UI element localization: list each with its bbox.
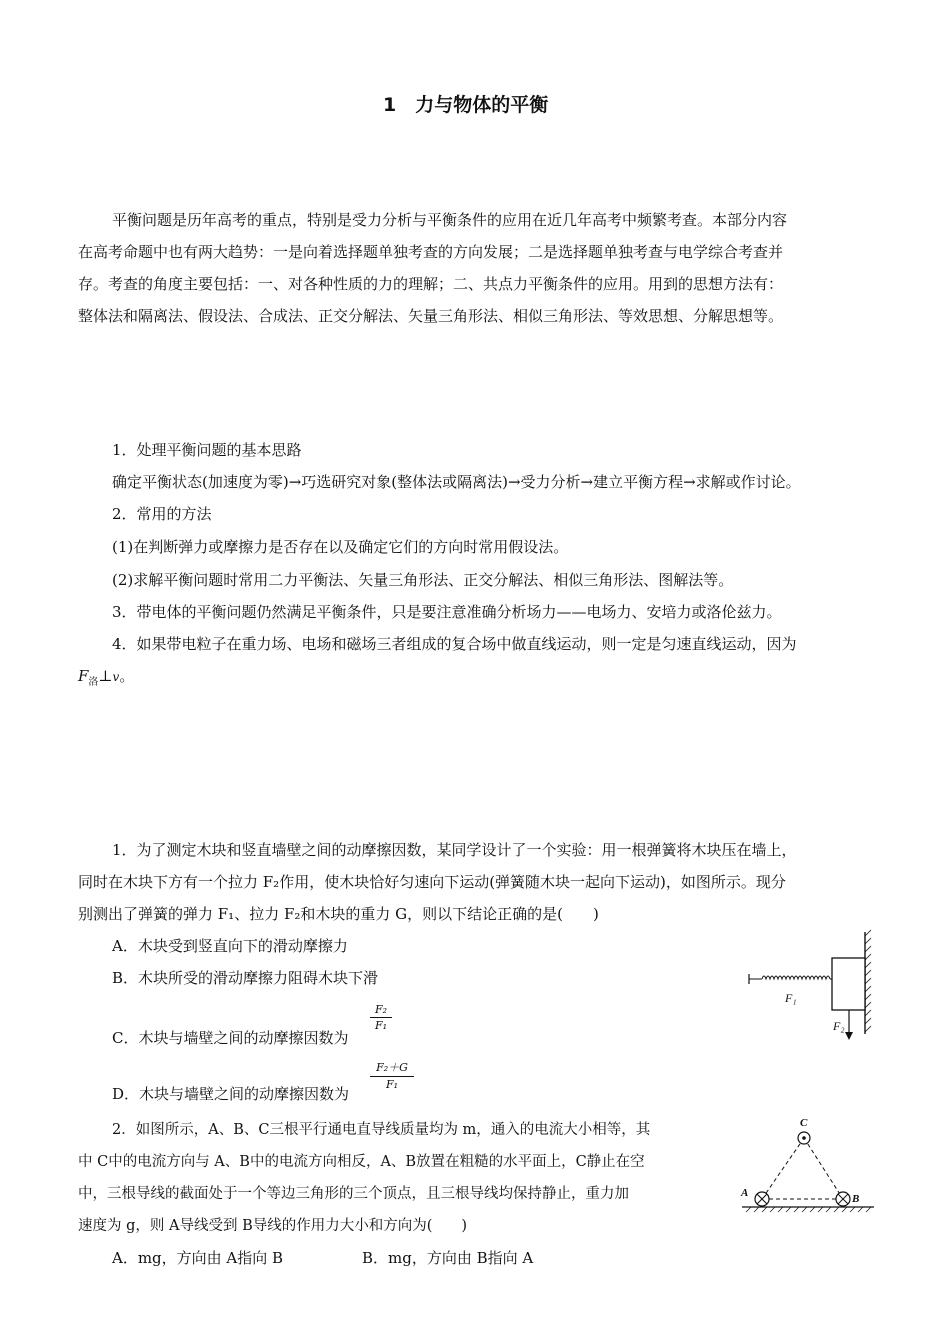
q1-option-d-fraction (370, 1059, 414, 1091)
q2-line-4: 速度为 g，则 A导线受到 B导线的作用力大小和方向为( ) (78, 1218, 468, 1234)
q2-line-2: 中 C中的电流方向与 A、B中的电流方向相反，A、B放置在粗糙的水平面上，C静止在空 (78, 1154, 645, 1170)
intro-line-3: 存。考查的角度主要包括：一、对各种性质的力的理解；二、共点力平衡条件的应用。用到的思想方法有： (78, 275, 784, 293)
fig-label-b: B (852, 1193, 860, 1205)
method-line-4a: 4．如果带电粒子在重力场、电场和磁场三者组成的复合场中做直线运动，则一定是匀速直线运动，因为 (112, 635, 797, 653)
fraction-denominator: F₁ (374, 1019, 388, 1032)
q1-line-2: 同时在木块下方有一个拉力 F₂作用，使木块恰好匀速向下运动(弹簧随木块一起向下运动)，如图所示。现分 (78, 873, 786, 891)
intro-line-1: 平衡问题是历年高考的重点，特别是受力分析与平衡条件的应用在近几年高考中频繁考查。本部分内容 (112, 211, 788, 229)
fig-label-f1: F₁ (785, 991, 797, 1005)
fraction-numerator: F₂ (374, 1003, 388, 1016)
force-symbol: F (78, 667, 89, 685)
method-line-3: 3．带电体的平衡问题仍然满足平衡条件，只是要注意准确分析场力——电场力、安培力或洛伦兹力。 (112, 603, 782, 621)
line-end: 。 (119, 667, 135, 685)
method-line-1: 确定平衡状态(加速度为零)→巧选研究对象(整体法或隔离法)→受力分析→建立平衡方程→求解或作讨论。 (112, 473, 801, 491)
q2-line-1: 2．如图所示，A、B、C三根平行通电直导线质量均为 m，通入的电流大小相等，其 (112, 1122, 651, 1138)
q1-option-b: B．木块所受的滑动摩擦力阻碍木块下滑 (112, 969, 379, 987)
q2-line-3: 中，三根导线的截面处于一个等边三角形的三个顶点，且三根导线均保持静止，重力加 (78, 1186, 629, 1202)
method-heading-1: 1．处理平衡问题的基本思路 (112, 441, 302, 459)
velocity-symbol: v (112, 670, 120, 684)
perp-symbol: ⊥ (98, 667, 113, 685)
q1-line-1: 1．为了测定木块和竖直墙壁之间的动摩擦因数，某同学设计了一个实验：用一根弹簧将木块压在墙上， (112, 841, 797, 859)
spring-block-wall-figure (740, 928, 890, 1046)
q1-option-a: A．木块受到竖直向下的滑动摩擦力 (112, 937, 348, 955)
fraction-numerator: F₂＋G (376, 1061, 408, 1074)
page-title: 1 力与物体的平衡 (383, 94, 549, 116)
q1-option-c-fraction (370, 1003, 392, 1032)
three-wires-triangle-figure (738, 1112, 878, 1216)
q2-option-a: A．mg，方向由 A指向 B (112, 1249, 284, 1267)
fig-label-a: A (741, 1187, 749, 1199)
intro-line-2: 在高考命题中也有两大趋势：一是向着选择题单独考查的方向发展；二是选择题单独考查与电学综合考查并 (78, 243, 784, 261)
q1-option-d: D．木块与墙壁之间的动摩擦因数为 (112, 1085, 350, 1103)
method-line-2a: (1)在判断弹力或摩擦力是否存在以及确定它们的方向时常用假设法。 (112, 538, 569, 556)
fig-label-f2: F₂ (833, 1019, 845, 1033)
fraction-denominator: F₁ (385, 1078, 399, 1091)
force-subscript: 洛 (88, 677, 99, 688)
method-line-4b (78, 662, 134, 697)
q1-option-c: C．木块与墙壁之间的动摩擦因数为 (112, 1029, 349, 1047)
method-line-2b: (2)求解平衡问题时常用二力平衡法、矢量三角形法、正交分解法、相似三角形法、图解法等。 (112, 571, 734, 589)
method-heading-2: 2．常用的方法 (112, 505, 212, 523)
q1-line-3: 别测出了弹簧的弹力 F₁、拉力 F₂和木块的重力 G，则以下结论正确的是( ) (78, 905, 599, 923)
q2-option-b: B．mg，方向由 B指向 A (362, 1249, 534, 1267)
intro-line-4: 整体法和隔离法、假设法、合成法、正交分解法、矢量三角形法、相似三角形法、等效思想、分解思想等。 (78, 307, 784, 325)
fig-label-c: C (800, 1117, 808, 1129)
